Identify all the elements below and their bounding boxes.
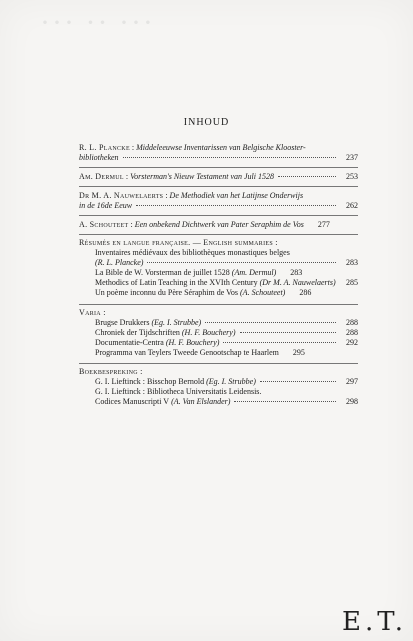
dot-leader [136, 205, 336, 206]
toc-entry-schouteet: A. Schouteet : Een onbekend Dichtwerk van Pater Seraphim de Vos 277 [79, 220, 330, 229]
dot-leader [234, 401, 336, 402]
entry-author: A. Schouteet [79, 220, 129, 229]
dot-leader [123, 157, 336, 158]
entry-page: 285 [346, 278, 358, 287]
varia-note: (H. F. Bouchery) [181, 328, 236, 337]
resume-item: Methodics of Latin Teaching in the XVIth Century [95, 278, 258, 287]
entry-page: 277 [317, 220, 330, 229]
divider [79, 234, 358, 235]
entry-page: 237 [346, 153, 358, 162]
entry-page: 288 [346, 318, 358, 327]
review-item: G. I. Lieftinck : Bisschop Bernold [95, 377, 205, 386]
entry-page: 253 [346, 172, 358, 181]
entry-page: 283 [290, 268, 303, 277]
divider [79, 304, 358, 305]
toc-entry-nauwelaerts: Dr M. A. Nauwelaerts : De Methodiek van het Latijnse Onderwijs in de 16de Eeuw 262 [79, 191, 358, 210]
entry-title-cont: in de 16de Eeuw [79, 201, 133, 210]
dot-leader [240, 332, 336, 333]
review-note: (A. Van Elslander) [171, 397, 231, 406]
varia-item: Brugse Drukkers [95, 318, 150, 327]
entry-page: 295 [292, 348, 305, 357]
page-title: INHOUD [183, 117, 230, 128]
resume-item: Un poème inconnu du Père Séraphim de Vos [95, 288, 239, 297]
varia-note: (H. F. Bouchery) [165, 338, 220, 347]
section-heading: Varia : [79, 308, 106, 317]
entry-page: 298 [346, 397, 358, 406]
divider [79, 215, 358, 216]
dot-leader [260, 381, 336, 382]
bleed-through-text: ··· ·· ··· [40, 6, 155, 39]
review-item-cont: Codices Manuscripti V [95, 397, 170, 406]
dot-leader [205, 322, 336, 323]
divider [79, 363, 358, 364]
entry-title: Vorsterman's Nieuw Testament van Juli 1528 [130, 172, 274, 181]
section-heading: Résumés en langue française. — English summaries : [79, 238, 278, 247]
entry-page: 292 [346, 338, 358, 347]
resume-note: (R. L. Plancke) [95, 258, 144, 267]
entry-title: Een onbekend Dichtwerk van Pater Seraphim de Vos [134, 220, 304, 229]
entry-author: Am. Dermul [79, 172, 124, 181]
dot-leader [223, 342, 336, 343]
divider [79, 167, 358, 168]
entry-page: 297 [346, 377, 358, 386]
divider [79, 186, 358, 187]
toc-entry-dermul: Am. Dermul : Vorsterman's Nieuw Testament van Juli 1528 253 [79, 172, 358, 181]
entry-author: R. L. Plancke [79, 143, 130, 152]
resume-item: Inventaires médiévaux des bibliothèques monastiques belges [95, 248, 290, 257]
entry-title-cont: bibliotheken [79, 153, 119, 162]
entry-page: 262 [346, 201, 358, 210]
review-item: G. I. Lieftinck : Bibliotheca Universitatis Leidensis. [95, 387, 262, 396]
resume-note: (Dr M. A. Nauwelaerts) [259, 278, 336, 287]
varia-note: (Eg. I. Strubbe) [151, 318, 202, 327]
dot-leader [278, 176, 336, 177]
resume-item: La Bible de W. Vorsterman de juillet 1528 [95, 268, 230, 277]
toc-entry-plancke: R. L. Plancke : Middeleeuwse Inventarissen van Belgische Klooster- bibliotheken 237 [79, 143, 358, 162]
dot-leader [147, 262, 336, 263]
entry-title: Middeleeuwse Inventarissen van Belgische Klooster- [136, 143, 306, 152]
section-heading: Boekbespreking : [79, 367, 143, 376]
boekbespreking-section [79, 367, 358, 407]
entry-page: 288 [346, 328, 358, 337]
resumes-section [79, 238, 358, 298]
varia-item: Chroniek der Tijdschriften [95, 328, 180, 337]
entry-page: 283 [346, 258, 358, 267]
watermark-logo: E.T. [341, 607, 407, 637]
review-note: (Eg. I. Strubbe) [206, 377, 256, 386]
resume-note: (Am. Dermul) [231, 268, 277, 277]
varia-item: Programma van Teylers Tweede Genootschap te Haarlem [95, 348, 279, 357]
varia-section [79, 308, 358, 358]
entry-author: Dr M. A. Nauwelaerts [79, 191, 164, 200]
varia-item: Documentatie-Centra [95, 338, 164, 347]
resume-note: (A. Schouteet) [240, 288, 286, 297]
entry-title: De Methodiek van het Latijnse Onderwijs [169, 191, 304, 200]
entry-page: 286 [299, 288, 312, 297]
